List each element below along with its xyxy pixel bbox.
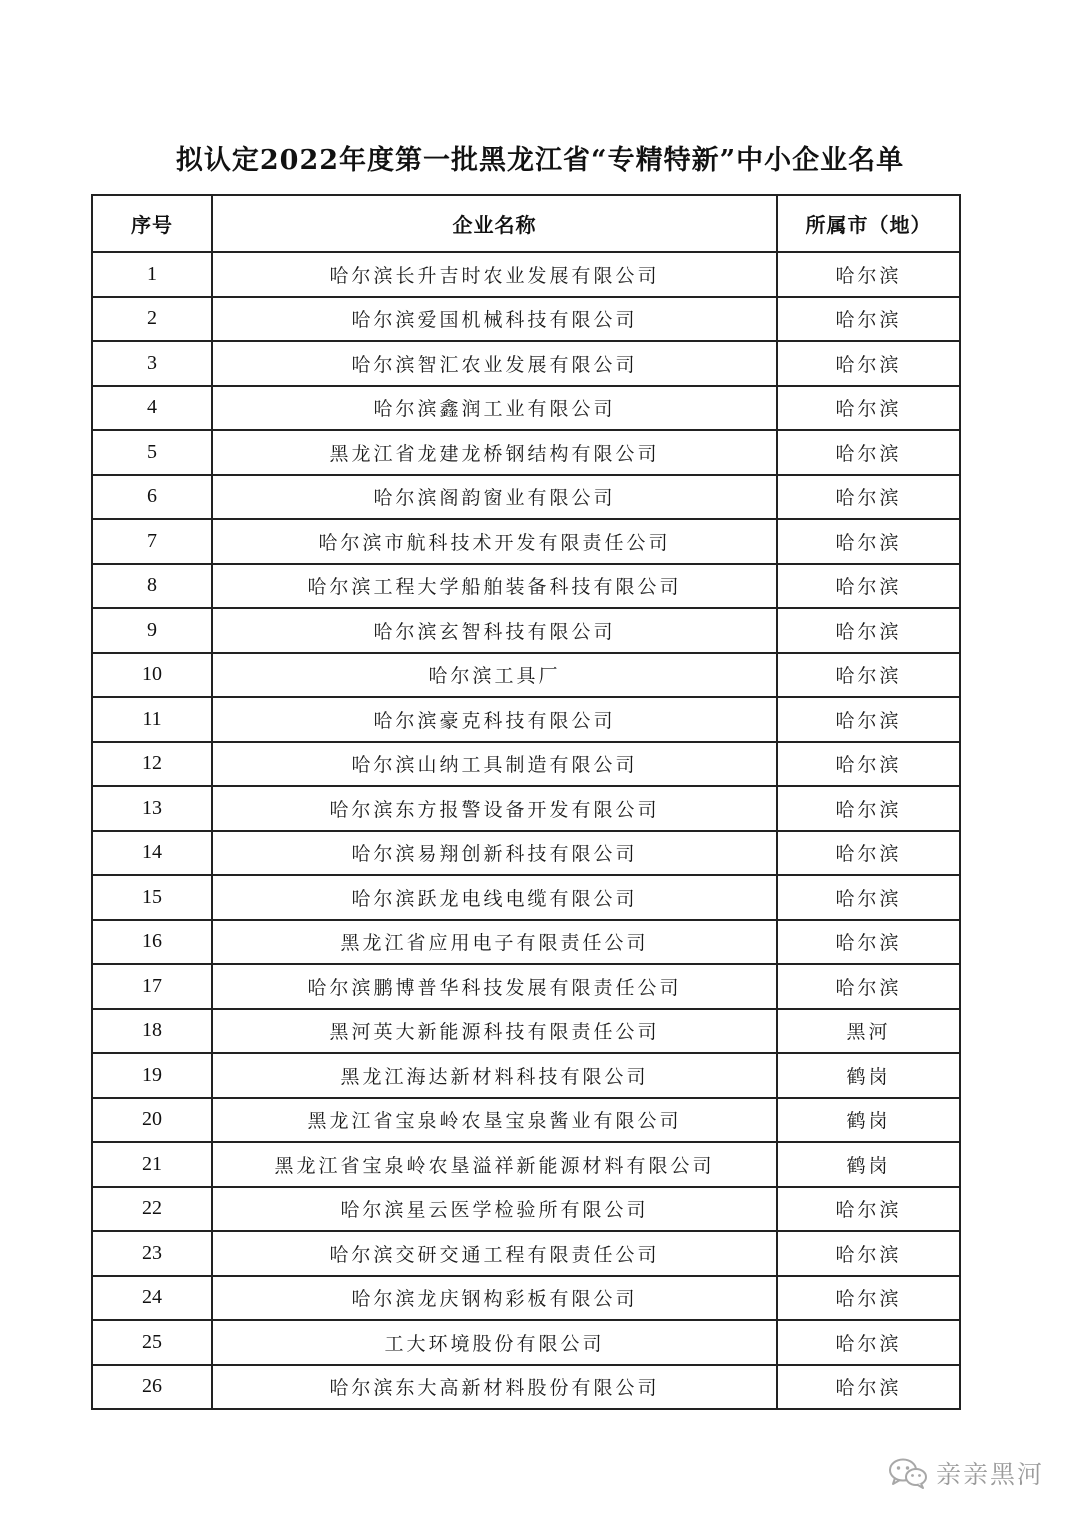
row-enterprise-name: 黑龙江海达新材料科技有限公司	[212, 1053, 777, 1098]
table-row	[92, 519, 960, 564]
table-row	[92, 430, 960, 475]
table-row	[92, 786, 960, 831]
table-row	[92, 386, 960, 431]
table-row	[92, 875, 960, 920]
table-row	[92, 1053, 960, 1098]
table-row	[92, 564, 960, 609]
row-enterprise-name: 黑龙江省应用电子有限责任公司	[212, 920, 777, 965]
row-enterprise-name: 哈尔滨鹏博普华科技发展有限责任公司	[212, 964, 777, 1009]
table-row	[92, 964, 960, 1009]
watermark	[888, 1453, 1044, 1493]
row-enterprise-name: 黑河英大新能源科技有限责任公司	[212, 1009, 777, 1054]
header-city: 所属市（地）	[777, 195, 960, 252]
table-row	[92, 1320, 960, 1365]
row-serial-number: 22	[92, 1187, 212, 1232]
table-row	[92, 697, 960, 742]
row-city: 哈尔滨	[777, 1187, 960, 1232]
row-serial-number: 9	[92, 608, 212, 653]
row-serial-number: 20	[92, 1098, 212, 1143]
row-enterprise-name: 哈尔滨跃龙电线电缆有限公司	[212, 875, 777, 920]
row-serial-number: 14	[92, 831, 212, 876]
row-enterprise-name: 黑龙江省宝泉岭农垦宝泉酱业有限公司	[212, 1098, 777, 1143]
row-city: 哈尔滨	[777, 875, 960, 920]
row-enterprise-name: 哈尔滨爱国机械科技有限公司	[212, 297, 777, 342]
table-row	[92, 831, 960, 876]
row-serial-number: 7	[92, 519, 212, 564]
row-serial-number: 24	[92, 1276, 212, 1321]
row-serial-number: 10	[92, 653, 212, 698]
row-city: 哈尔滨	[777, 1365, 960, 1410]
watermark-text: 亲亲黑河	[935, 1460, 1044, 1489]
row-serial-number: 11	[92, 697, 212, 742]
wechat-icon	[888, 1457, 928, 1489]
row-enterprise-name: 哈尔滨交研交通工程有限责任公司	[212, 1231, 777, 1276]
row-serial-number: 12	[92, 742, 212, 787]
table-row	[92, 608, 960, 653]
row-city: 哈尔滨	[777, 1231, 960, 1276]
row-city: 哈尔滨	[777, 475, 960, 520]
enterprise-table	[91, 194, 961, 1410]
table-row	[92, 742, 960, 787]
row-city: 哈尔滨	[777, 653, 960, 698]
table-row	[92, 297, 960, 342]
row-serial-number: 26	[92, 1365, 212, 1410]
row-enterprise-name: 哈尔滨易翔创新科技有限公司	[212, 831, 777, 876]
row-enterprise-name: 哈尔滨智汇农业发展有限公司	[212, 341, 777, 386]
table-row	[92, 1276, 960, 1321]
row-city: 哈尔滨	[777, 252, 960, 297]
row-city: 哈尔滨	[777, 608, 960, 653]
page-title: 拟认定2022年度第一批黑龙江省“专精特新”中小企业名单	[175, 145, 905, 176]
table-row	[92, 1365, 960, 1410]
row-serial-number: 23	[92, 1231, 212, 1276]
row-serial-number: 2	[92, 297, 212, 342]
table-row	[92, 252, 960, 297]
row-enterprise-name: 哈尔滨星云医学检验所有限公司	[212, 1187, 777, 1232]
row-serial-number: 8	[92, 564, 212, 609]
row-serial-number: 4	[92, 386, 212, 431]
row-city: 哈尔滨	[777, 1276, 960, 1321]
row-enterprise-name: 哈尔滨东大高新材料股份有限公司	[212, 1365, 777, 1410]
row-enterprise-name: 哈尔滨市航科技术开发有限责任公司	[212, 519, 777, 564]
row-serial-number: 25	[92, 1320, 212, 1365]
row-city: 鹤岗	[777, 1098, 960, 1143]
row-enterprise-name: 哈尔滨东方报警设备开发有限公司	[212, 786, 777, 831]
row-serial-number: 17	[92, 964, 212, 1009]
row-city: 哈尔滨	[777, 697, 960, 742]
table-row	[92, 475, 960, 520]
row-city: 黑河	[777, 1009, 960, 1054]
table-row	[92, 1009, 960, 1054]
row-enterprise-name: 哈尔滨工程大学船舶装备科技有限公司	[212, 564, 777, 609]
table-header-row	[92, 195, 960, 252]
row-serial-number: 5	[92, 430, 212, 475]
row-enterprise-name: 黑龙江省龙建龙桥钢结构有限公司	[212, 430, 777, 475]
table-row	[92, 1231, 960, 1276]
row-serial-number: 6	[92, 475, 212, 520]
row-city: 哈尔滨	[777, 297, 960, 342]
row-enterprise-name: 黑龙江省宝泉岭农垦溢祥新能源材料有限公司	[212, 1142, 777, 1187]
row-serial-number: 18	[92, 1009, 212, 1054]
row-city: 鹤岗	[777, 1142, 960, 1187]
row-city: 哈尔滨	[777, 831, 960, 876]
row-serial-number: 3	[92, 341, 212, 386]
row-enterprise-name: 哈尔滨鑫润工业有限公司	[212, 386, 777, 431]
table-row	[92, 920, 960, 965]
header-serial-number: 序号	[92, 195, 212, 252]
row-city: 哈尔滨	[777, 386, 960, 431]
row-serial-number: 1	[92, 252, 212, 297]
row-city: 哈尔滨	[777, 430, 960, 475]
table-row	[92, 1187, 960, 1232]
row-serial-number: 19	[92, 1053, 212, 1098]
row-city: 哈尔滨	[777, 564, 960, 609]
row-city: 哈尔滨	[777, 964, 960, 1009]
row-enterprise-name: 哈尔滨工具厂	[212, 653, 777, 698]
row-city: 哈尔滨	[777, 742, 960, 787]
row-city: 鹤岗	[777, 1053, 960, 1098]
row-enterprise-name: 哈尔滨阁韵窗业有限公司	[212, 475, 777, 520]
row-enterprise-name: 工大环境股份有限公司	[212, 1320, 777, 1365]
row-serial-number: 15	[92, 875, 212, 920]
table-row	[92, 653, 960, 698]
row-serial-number: 13	[92, 786, 212, 831]
row-city: 哈尔滨	[777, 1320, 960, 1365]
table-row	[92, 341, 960, 386]
row-enterprise-name: 哈尔滨龙庆钢构彩板有限公司	[212, 1276, 777, 1321]
row-enterprise-name: 哈尔滨山纳工具制造有限公司	[212, 742, 777, 787]
row-city: 哈尔滨	[777, 341, 960, 386]
header-enterprise-name: 企业名称	[212, 195, 777, 252]
row-serial-number: 21	[92, 1142, 212, 1187]
row-city: 哈尔滨	[777, 786, 960, 831]
table-row	[92, 1142, 960, 1187]
row-enterprise-name: 哈尔滨长升吉时农业发展有限公司	[212, 252, 777, 297]
row-city: 哈尔滨	[777, 519, 960, 564]
row-enterprise-name: 哈尔滨豪克科技有限公司	[212, 697, 777, 742]
row-enterprise-name: 哈尔滨玄智科技有限公司	[212, 608, 777, 653]
row-serial-number: 16	[92, 920, 212, 965]
row-city: 哈尔滨	[777, 920, 960, 965]
table-row	[92, 1098, 960, 1143]
